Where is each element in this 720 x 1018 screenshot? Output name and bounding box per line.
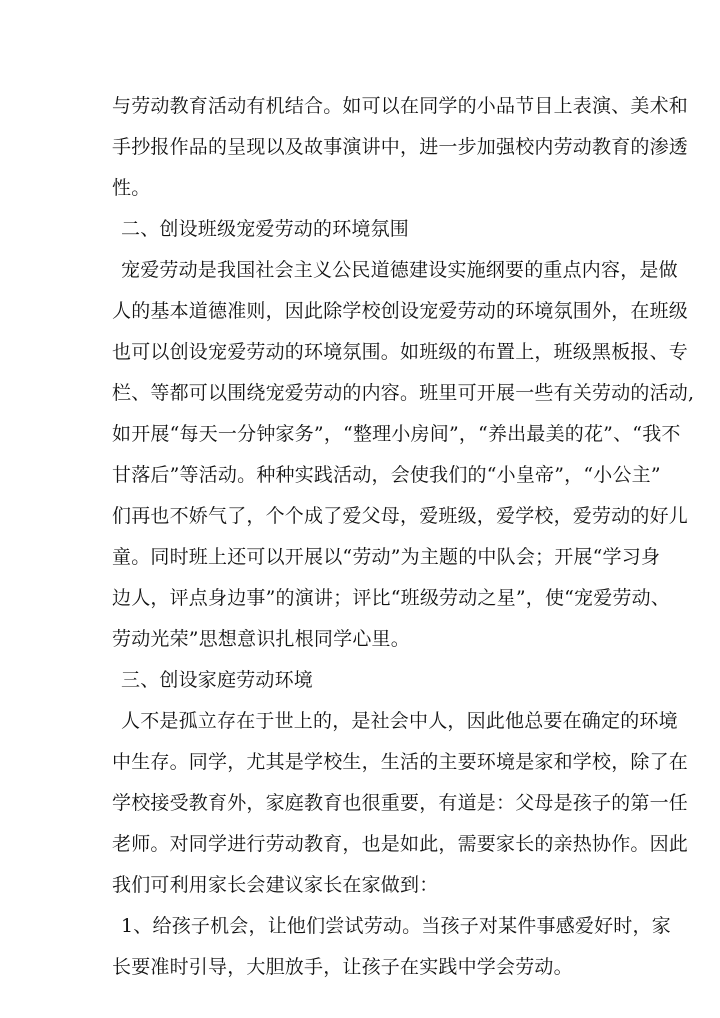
paragraph-2-line-3: 也可以创设宠爱劳动的环境氛围。如班级的布置上，班级黑板报、专 (112, 341, 689, 363)
paragraph-1-line-1: 与劳动教育活动有机结合。如可以在同学的小品节目上表演、美术和 (112, 95, 689, 117)
paragraph-3-line-5: 我们可利用家长会建议家长在家做到： (112, 874, 439, 896)
paragraph-2-line-8: 童。同时班上还可以开展以“劳动”为主题的中队会；开展“学习身 (112, 546, 661, 568)
paragraph-1-line-3: 性。 (112, 177, 151, 199)
paragraph-2-line-2: 人的基本道德准则，因此除学校创设宠爱劳动的环境氛围外，在班级 (112, 300, 689, 322)
paragraph-3-line-3: 学校接受教育外，家庭教育也很重要，有道是：父母是孩子的第一任 (112, 792, 689, 814)
paragraph-3-line-1: 人不是孤立存在于世上的，是社会中人，因此他总要在确定的环境 (121, 710, 678, 732)
paragraph-1-line-2: 手抄报作品的呈现以及故事演讲中，进一步加强校内劳动教育的渗透 (112, 136, 689, 158)
paragraph-2-line-6: 甘落后”等活动。种种实践活动，会使我们的“小皇帝”，“小公主” (112, 464, 661, 486)
paragraph-3-line-2: 中生存。同学，尤其是学校生，生活的主要环境是家和学校，除了在 (112, 751, 689, 773)
list-item-1-line-2: 长要准时引导，大胆放手，让孩子在实践中学会劳动。 (112, 956, 573, 978)
section-heading-2: 二、创设班级宠爱劳动的环境氛围 (121, 218, 410, 240)
paragraph-3-line-4: 老师。对同学进行劳动教育，也是如此，需要家长的亲热协作。因此 (112, 833, 689, 855)
section-heading-3: 三、创设家庭劳动环境 (121, 669, 314, 691)
paragraph-2-line-1: 宠爱劳动是我国社会主义公民道德建设实施纲要的重点内容，是做 (121, 259, 678, 281)
paragraph-2-line-10: 劳动光荣”思想意识扎根同学心里。 (112, 628, 410, 650)
list-item-1-line-1: 1、给孩子机会，让他们尝试劳动。当孩子对某件事感爱好时，家 (121, 915, 671, 937)
paragraph-2-line-4: 栏、等都可以围绕宠爱劳动的内容。班里可开展一些有关劳动的活动, (112, 382, 695, 404)
document-body (112, 86, 695, 988)
paragraph-2-line-5: 如开展“每天一分钟家务”，“整理小房间”，“养出最美的花”、“我不 (112, 423, 681, 445)
paragraph-2-line-7: 们再也不娇气了，个个成了爱父母，爱班级，爱学校，爱劳动的好儿 (112, 505, 689, 527)
paragraph-2-line-9: 边人，评点身边事”的演讲；评比“班级劳动之星”，使“宠爱劳动、 (112, 587, 671, 609)
